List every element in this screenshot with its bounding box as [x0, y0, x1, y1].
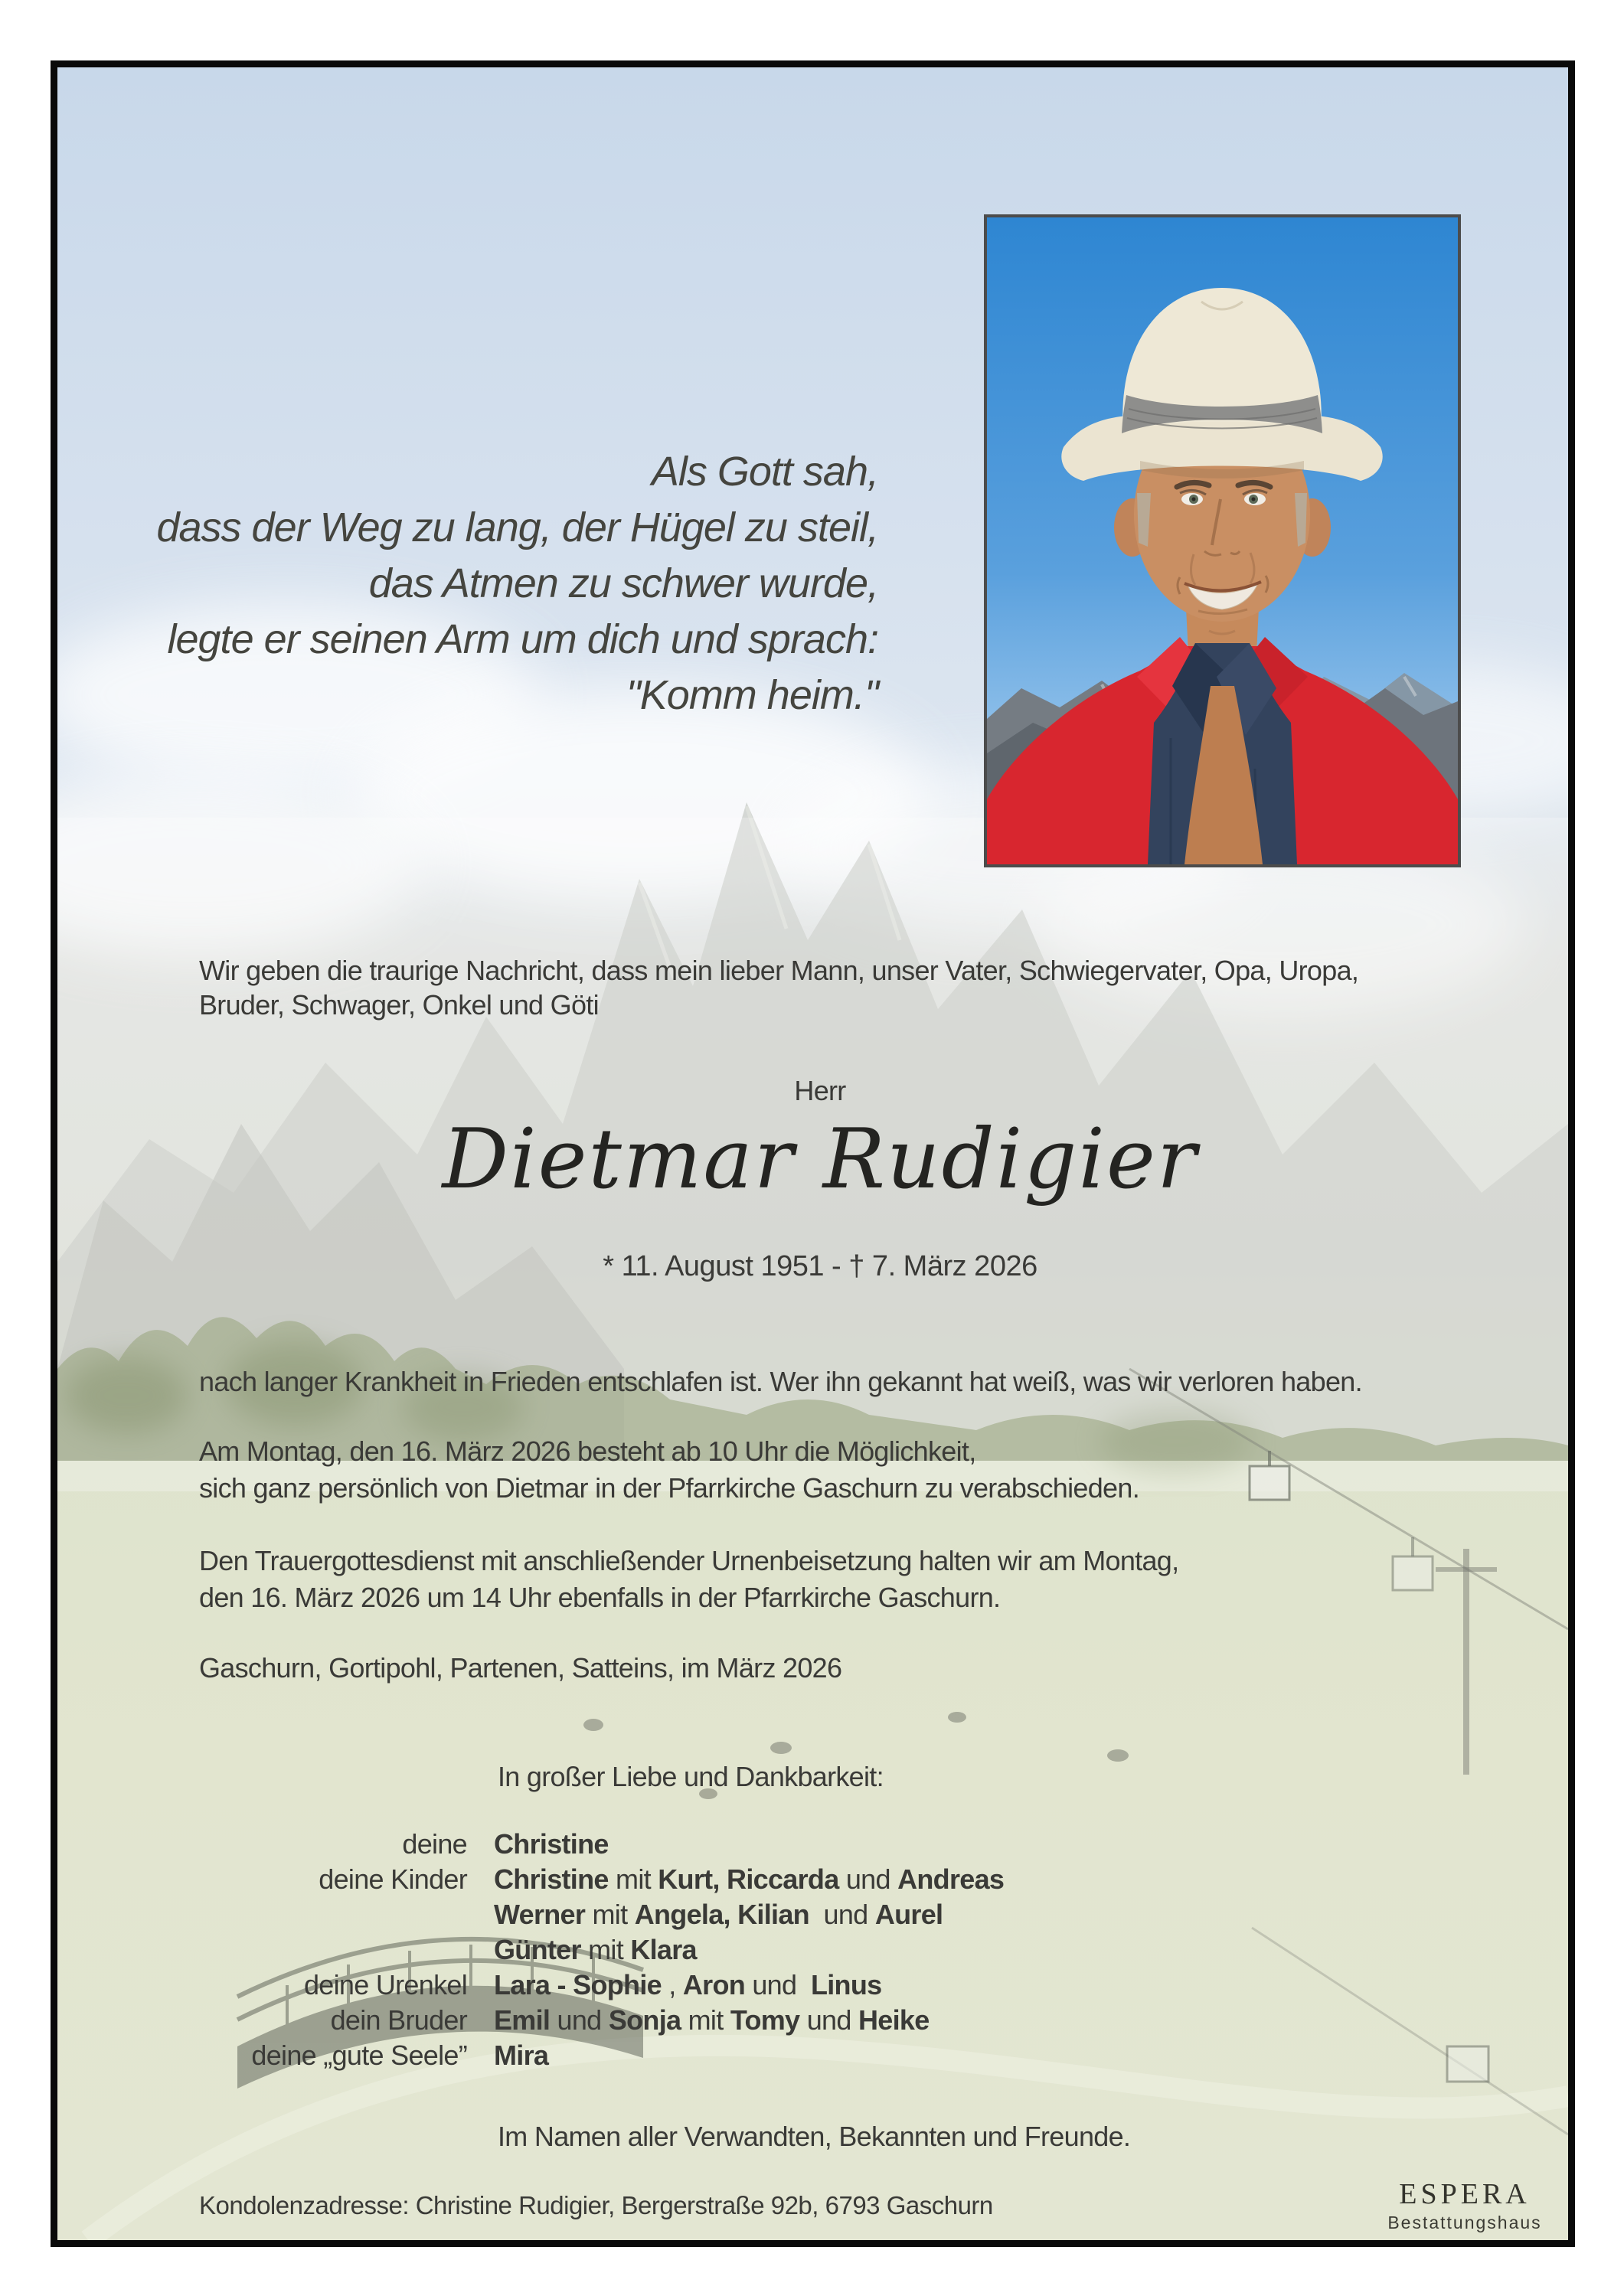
family-names: Emil und Sonja mit Tomy und Heike [494, 2004, 930, 2036]
funeral-home-logo [1350, 2177, 1575, 2233]
family-row [57, 2040, 1568, 2075]
family-names: Lara - Sophie , Aron und Linus [494, 1969, 882, 2000]
family-row [57, 1828, 1568, 1863]
viewing-info [199, 1433, 1139, 1507]
viewing-info-line2: sich ganz persönlich von Dietmar in der Pfarrkirche Gaschurn zu verabschieden. [199, 1472, 1140, 1504]
family-names: Christine [494, 1828, 609, 1860]
condolence-address: Kondolenzadresse: Christine Rudigier, Bergerstraße 92b, 6793 Gaschurn [199, 2191, 993, 2219]
family-role-label: deine Kinder [319, 1863, 467, 1895]
poem-line: legte er seinen Arm um dich und sprach: [167, 616, 878, 662]
portrait-photo [984, 214, 1461, 867]
family-row [57, 1863, 1568, 1899]
family-role-label: dein Bruder [330, 2004, 467, 2036]
condolence-note: nach langer Krankheit in Frieden entschlafen ist. Wer ihn gekannt hat weiß, was wir verloren haben. [199, 1366, 1362, 1397]
family-role-label: deine „gute Seele” [251, 2040, 467, 2071]
portrait-illustration [987, 217, 1458, 864]
funeral-home-name: ESPERA [1399, 2178, 1531, 2210]
places-date: Gaschurn, Gortipohl, Partenen, Satteins, im März 2026 [199, 1652, 842, 1684]
family-row [57, 1934, 1568, 1969]
family-names: Werner mit Angela, Kilian und Aurel [494, 1899, 943, 1930]
announcement-intro [199, 953, 1358, 1022]
announcement-intro-line1: Wir geben die traurige Nachricht, dass mein lieber Mann, unser Vater, Schwiegervater, Opa, Uropa, [199, 955, 1359, 986]
gratitude-line: In großer Liebe und Dankbarkeit: [498, 1761, 884, 1792]
family-role-label: deine [402, 1828, 467, 1860]
family-role-label: deine Urenkel [303, 1969, 467, 2000]
life-dates: * 11. August 1951 - † 7. März 2026 [603, 1250, 1037, 1282]
family-names: Christine mit Kurt, Riccarda und Andreas [494, 1863, 1005, 1895]
poem-line: "Komm heim." [626, 672, 878, 718]
salutation: Herr [794, 1075, 846, 1106]
viewing-info-line1: Am Montag, den 16. März 2026 besteht ab 10 Uhr die Möglichkeit, [199, 1435, 976, 1467]
family-row [57, 1969, 1568, 2004]
family-names: Günter mit Klara [494, 1934, 697, 1965]
memorial-card [51, 60, 1575, 2247]
service-info-line1: Den Trauergottesdienst mit anschließender Urnenbeisetzung halten wir am Montag, [199, 1545, 1179, 1576]
service-info-line2: den 16. März 2026 um 14 Uhr ebenfalls in der Pfarrkirche Gaschurn. [199, 1582, 1001, 1613]
in-namen-line: Im Namen aller Verwandten, Bekannten und Freunde. [498, 2121, 1131, 2152]
family-names: Mira [494, 2040, 549, 2071]
deceased-name: Dietmar Rudigier [442, 1112, 1198, 1207]
service-info [199, 1543, 1178, 1616]
family-row [57, 1899, 1568, 1934]
poem-line: dass der Weg zu lang, der Hügel zu steil, [156, 505, 878, 550]
family-list [57, 1828, 1568, 2075]
memorial-poem [57, 444, 878, 723]
poem-line: das Atmen zu schwer wurde, [368, 560, 878, 606]
family-row [57, 2004, 1568, 2040]
announcement-intro-line2: Bruder, Schwager, Onkel und Göti [199, 989, 599, 1021]
funeral-home-subtitle: Bestattungshaus [1387, 2213, 1542, 2232]
poem-line: Als Gott sah, [651, 449, 878, 495]
